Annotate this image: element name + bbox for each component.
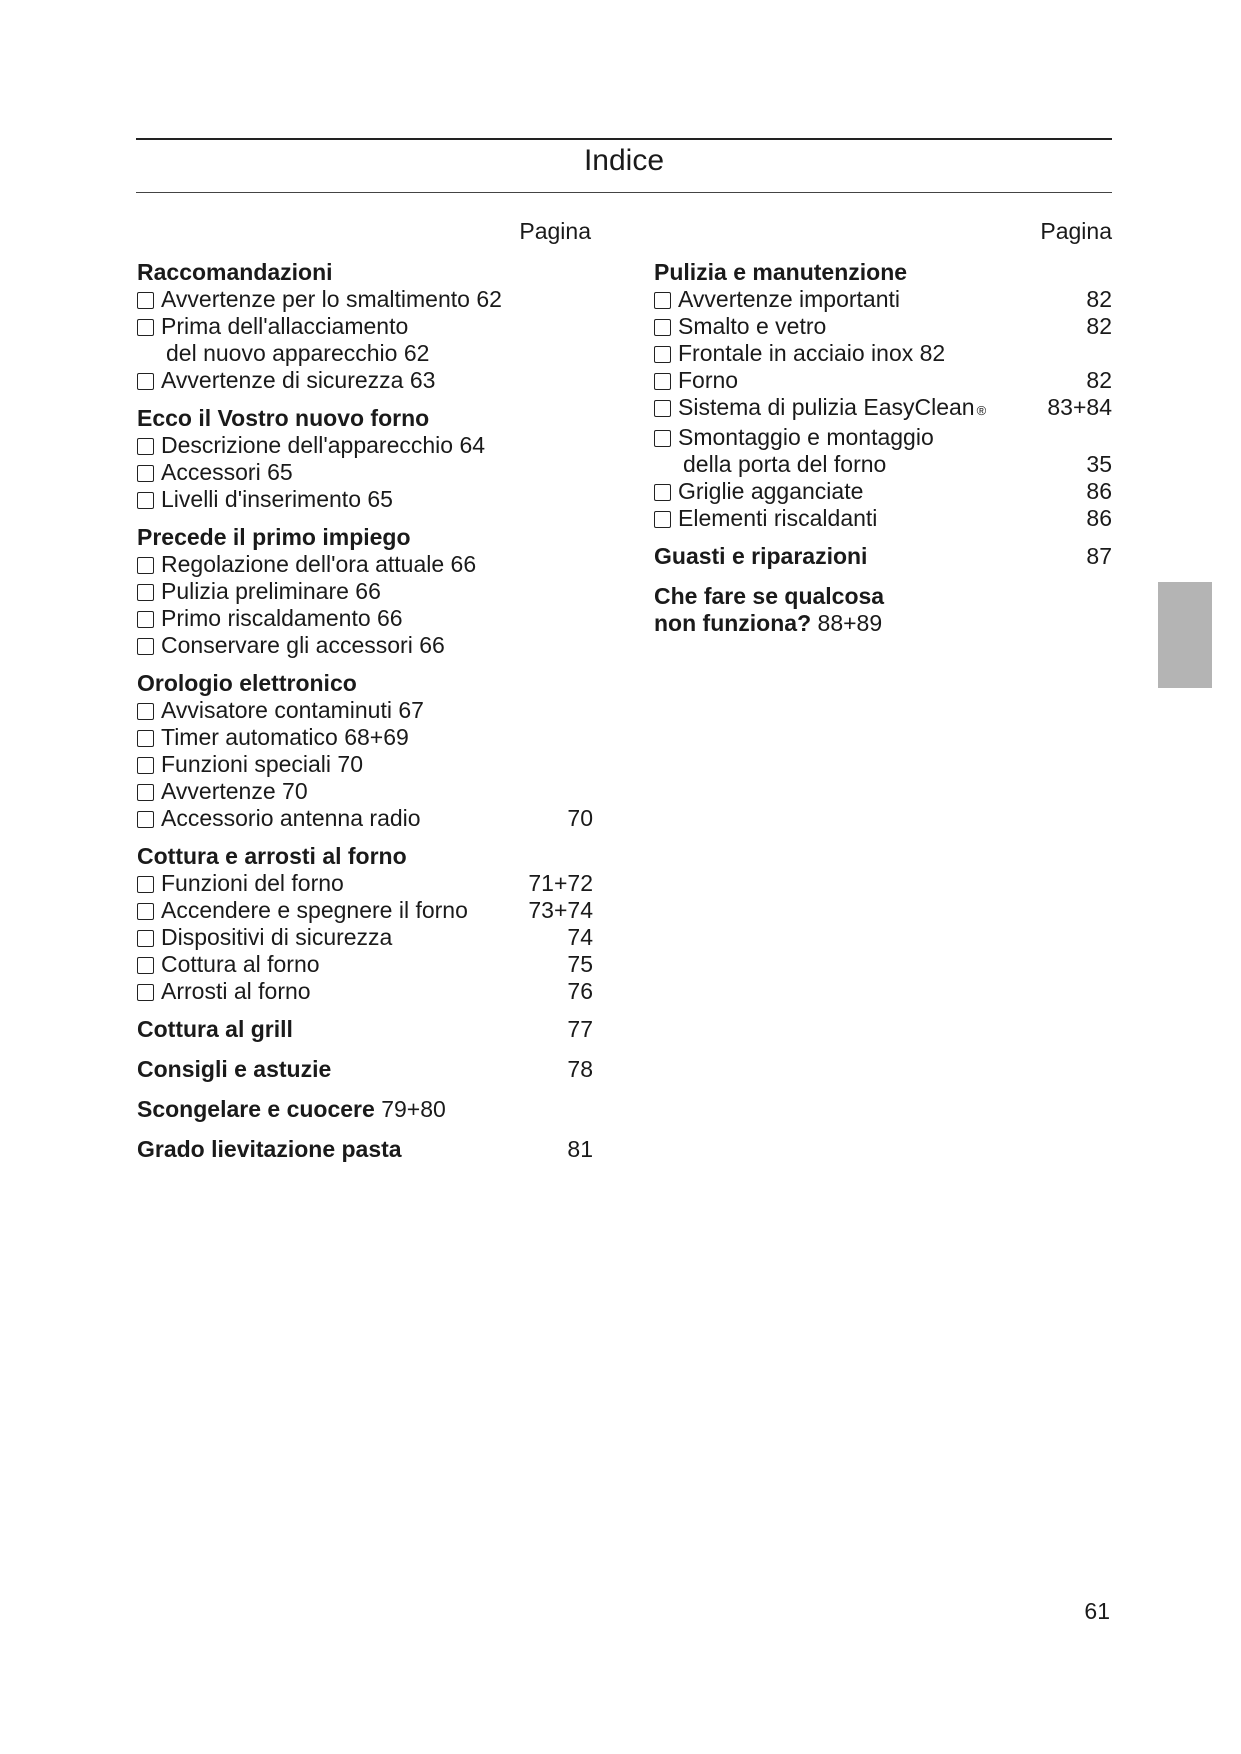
toc-section-title-wrap (137, 1096, 446, 1123)
checkbox-bullet-icon (137, 811, 154, 828)
section-tab-marker (1158, 582, 1212, 688)
toc-entry-text-wrap (137, 605, 403, 632)
toc-section (137, 1096, 593, 1123)
toc-entry-text: Avvisatore contaminuti 67 (161, 697, 424, 723)
checkbox-bullet-icon (654, 373, 671, 390)
toc-section-title-wrap (137, 405, 429, 432)
toc-section-title: Precede il primo impiego (137, 524, 411, 550)
toc-section (137, 1056, 593, 1083)
toc-entry-text-wrap (654, 478, 863, 505)
toc-entry-text-wrap (654, 424, 934, 451)
toc-section-page: 87 (1086, 543, 1112, 569)
toc-entry-text: Timer automatico 68+69 (161, 724, 409, 750)
toc-entry-text: Arrosti al forno (161, 978, 311, 1004)
toc-entry (137, 978, 593, 1005)
toc-section-page: 88+89 (817, 610, 883, 636)
toc-section-heading-row (137, 259, 593, 286)
toc-section-heading-row (137, 670, 593, 697)
toc-section (137, 843, 593, 1005)
toc-section-title: Cottura e arrosti al forno (137, 843, 407, 869)
toc-entry (137, 778, 593, 805)
checkbox-bullet-icon (137, 373, 154, 390)
toc-entry-text: Dispositivi di sicurezza (161, 924, 393, 950)
toc-section-heading-row (137, 843, 593, 870)
toc-entry-text: Cottura al forno (161, 951, 320, 977)
toc-entry (137, 697, 593, 724)
toc-entry (137, 432, 593, 459)
toc-entry-text-wrap (654, 505, 877, 532)
toc-entry-page: 70 (567, 805, 593, 831)
checkbox-bullet-icon (137, 638, 154, 655)
checkbox-bullet-icon (654, 430, 671, 447)
checkbox-bullet-icon (137, 611, 154, 628)
toc-entry-text: Primo riscaldamento 66 (161, 605, 403, 631)
bottom-rule (136, 192, 1112, 193)
toc-entry-text-wrap (137, 551, 476, 578)
toc-entry-text: Descrizione dell'apparecchio 64 (161, 432, 486, 458)
toc-entry-page: 76 (567, 978, 593, 1004)
toc-section-title-wrap (137, 259, 333, 286)
toc-entry-text-wrap (654, 367, 738, 394)
top-rule (136, 138, 1112, 140)
toc-section-title: Cottura al grill (137, 1016, 293, 1042)
toc-section-title: Raccomandazioni (137, 259, 333, 285)
toc-entry (137, 605, 593, 632)
toc-section-title-wrap (137, 843, 407, 870)
checkbox-bullet-icon (654, 346, 671, 363)
toc-entry (654, 367, 1112, 394)
page-title: Indice (583, 144, 665, 177)
toc-entry-page: 86 (1086, 478, 1112, 504)
toc-entry-text: Elementi riscaldanti (678, 505, 878, 531)
pagina-label-left: Pagina (519, 218, 591, 244)
toc-section-title: Grado lievitazione pasta (137, 1136, 402, 1162)
toc-entry-text: Avvertenze per lo smaltimento 62 (161, 286, 502, 312)
toc-section-heading-row (654, 259, 1112, 286)
registered-mark: ® (976, 403, 987, 418)
toc-entry (654, 286, 1112, 313)
toc-section (137, 524, 593, 659)
toc-entry-text-wrap (137, 367, 435, 394)
toc-section-title: Guasti e riparazioni (654, 543, 868, 569)
checkbox-bullet-icon (137, 784, 154, 801)
toc-entry (137, 486, 593, 513)
toc-entry-text: Avvertenze importanti (678, 286, 901, 312)
toc-section-title-wrap (137, 524, 411, 551)
toc-entry-text-wrap (137, 805, 421, 832)
toc-entry-text: Funzioni del forno (161, 870, 344, 896)
checkbox-bullet-icon (137, 957, 154, 974)
toc-entry-text: Funzioni speciali 70 (161, 751, 364, 777)
toc-entry-text-wrap (137, 632, 445, 659)
toc-entry-text: Regolazione dell'ora attuale 66 (161, 551, 477, 577)
toc-entry (654, 340, 1112, 367)
checkbox-bullet-icon (137, 730, 154, 747)
toc-entry-text-wrap (137, 286, 502, 313)
toc-entry-text: della porta del forno (683, 451, 887, 477)
toc-section (137, 670, 593, 832)
toc-entry (137, 367, 593, 394)
toc-section-heading-row (137, 405, 593, 432)
toc-entry-page: 83+84 (1047, 394, 1112, 420)
toc-section-heading-row (654, 583, 1112, 610)
toc-entry-text-wrap (137, 459, 293, 486)
toc-entry-text: Frontale in acciaio inox 82 (678, 340, 946, 366)
toc-entry-text: del nuovo apparecchio 62 (166, 340, 430, 366)
toc-section-heading-row (137, 1016, 593, 1043)
checkbox-bullet-icon (137, 876, 154, 893)
toc-entry (137, 724, 593, 751)
toc-entry-text-wrap (137, 951, 320, 978)
checkbox-bullet-icon (137, 557, 154, 574)
checkbox-bullet-icon (137, 703, 154, 720)
toc-entry-text: Avvertenze 70 (161, 778, 308, 804)
toc-section (654, 259, 1112, 532)
toc-entry (654, 394, 1112, 424)
toc-entry-text: Avvertenze di sicurezza 63 (161, 367, 436, 393)
toc-entry-text-wrap (137, 897, 468, 924)
toc-section-title-line2: non funziona? (654, 610, 812, 636)
toc-entry-text: Livelli d'inserimento 65 (161, 486, 393, 512)
toc-entry-text-wrap (654, 340, 945, 367)
toc-entry-text: Prima dell'allacciamento (161, 313, 409, 339)
toc-section-title-wrap (654, 610, 882, 637)
checkbox-bullet-icon (654, 511, 671, 528)
toc-section-title-wrap (654, 543, 867, 570)
toc-section-title-wrap (654, 583, 884, 610)
toc-entry-text-wrap (137, 870, 344, 897)
toc-entry-text-wrap (137, 924, 392, 951)
toc-entry-page: 82 (1086, 313, 1112, 339)
toc-section (137, 1136, 593, 1163)
toc-entry (137, 632, 593, 659)
toc-section-heading-row (137, 1136, 593, 1163)
toc-section-title: Ecco il Vostro nuovo forno (137, 405, 430, 431)
toc-entry (137, 924, 593, 951)
toc-entry-text: Pulizia preliminare 66 (161, 578, 381, 604)
checkbox-bullet-icon (137, 984, 154, 1001)
toc-entry-text-wrap (137, 778, 308, 805)
toc-entry-text: Forno (678, 367, 739, 393)
toc-entry-text: Conservare gli accessori 66 (161, 632, 445, 658)
toc-entry-continuation (137, 340, 593, 367)
toc-entry-continuation (654, 451, 1112, 478)
toc-section-title: Orologio elettronico (137, 670, 357, 696)
toc-entry (137, 951, 593, 978)
toc-entry (137, 551, 593, 578)
toc-entry-page: 75 (567, 951, 593, 977)
toc-entry (654, 313, 1112, 340)
toc-section-title: Che fare se qualcosa (654, 583, 885, 609)
toc-section (137, 259, 593, 394)
toc-section (137, 405, 593, 513)
toc-entry-page: 35 (1086, 451, 1112, 477)
toc-section-heading-row (137, 1056, 593, 1083)
toc-section-title-wrap (137, 1136, 402, 1163)
checkbox-bullet-icon (654, 319, 671, 336)
toc-section-title-wrap (654, 259, 907, 286)
toc-entry-page: 86 (1086, 505, 1112, 531)
toc-section-page: 79+80 (381, 1096, 446, 1122)
toc-section-heading-row (654, 543, 1112, 570)
toc-entry-page: 82 (1086, 286, 1112, 312)
toc-section-title-wrap (137, 1056, 331, 1083)
checkbox-bullet-icon (654, 484, 671, 501)
toc-section (654, 583, 1112, 637)
checkbox-bullet-icon (137, 492, 154, 509)
toc-right-column (654, 218, 1112, 650)
toc-entry-text: Accendere e spegnere il forno (161, 897, 468, 923)
toc-entry-text-wrap (137, 432, 485, 459)
toc-section (137, 1016, 593, 1043)
toc-section-page: 77 (567, 1016, 593, 1042)
checkbox-bullet-icon (137, 292, 154, 309)
toc-entry-page: 74 (567, 924, 593, 950)
toc-section-title-wrap (137, 1016, 293, 1043)
toc-section-heading-row-2 (654, 610, 1112, 637)
toc-entry-text: Smalto e vetro (678, 313, 827, 339)
toc-entry-text-wrap (137, 697, 424, 724)
toc-entry-text-wrap (137, 313, 408, 340)
toc-section-page: 81 (567, 1136, 593, 1162)
checkbox-bullet-icon (137, 757, 154, 774)
toc-section-heading-row (137, 524, 593, 551)
toc-left-column (137, 218, 593, 1176)
checkbox-bullet-icon (137, 903, 154, 920)
toc-entry (654, 424, 1112, 451)
toc-entry (137, 578, 593, 605)
toc-entry-text: Accessorio antenna radio (161, 805, 421, 831)
toc-entry-text: Smontaggio e montaggio (678, 424, 934, 450)
checkbox-bullet-icon (137, 584, 154, 601)
toc-entry-text-wrap (654, 394, 986, 424)
toc-entry (654, 478, 1112, 505)
toc-entry-text: Accessori 65 (161, 459, 293, 485)
toc-entry-page: 82 (1086, 367, 1112, 393)
checkbox-bullet-icon (137, 319, 154, 336)
toc-entry-text-wrap (137, 724, 409, 751)
toc-entry-text-wrap (137, 486, 393, 513)
checkbox-bullet-icon (137, 930, 154, 947)
toc-section-title-wrap (137, 670, 357, 697)
pagina-label-right: Pagina (1040, 218, 1112, 244)
toc-entry (137, 459, 593, 486)
toc-entry-page: 71+72 (528, 870, 593, 896)
toc-section-title: Consigli e astuzie (137, 1056, 332, 1082)
toc-entry-text: Griglie agganciate (678, 478, 864, 504)
toc-entry-text-wrap (137, 751, 363, 778)
toc-entry-page: 73+74 (528, 897, 593, 923)
toc-entry-text-wrap (654, 313, 826, 340)
checkbox-bullet-icon (654, 292, 671, 309)
toc-section (654, 543, 1112, 570)
toc-entry-text-wrap (137, 978, 311, 1005)
toc-entry (137, 805, 593, 832)
toc-section-title: Scongelare e cuocere (137, 1096, 375, 1122)
toc-entry (137, 870, 593, 897)
toc-entry-text-wrap (137, 578, 381, 605)
toc-section-title: Pulizia e manutenzione (654, 259, 908, 285)
toc-entry (654, 505, 1112, 532)
toc-entry (137, 751, 593, 778)
toc-entry-text-wrap (654, 286, 900, 313)
checkbox-bullet-icon (137, 438, 154, 455)
page-number: 61 (1084, 1598, 1110, 1624)
toc-section-heading-row (137, 1096, 593, 1123)
checkbox-bullet-icon (654, 400, 671, 417)
toc-section-page: 78 (567, 1056, 593, 1082)
toc-entry (137, 313, 593, 340)
toc-entry-text: Sistema di pulizia EasyClean (678, 394, 975, 420)
checkbox-bullet-icon (137, 465, 154, 482)
toc-entry (137, 286, 593, 313)
toc-entry (137, 897, 593, 924)
